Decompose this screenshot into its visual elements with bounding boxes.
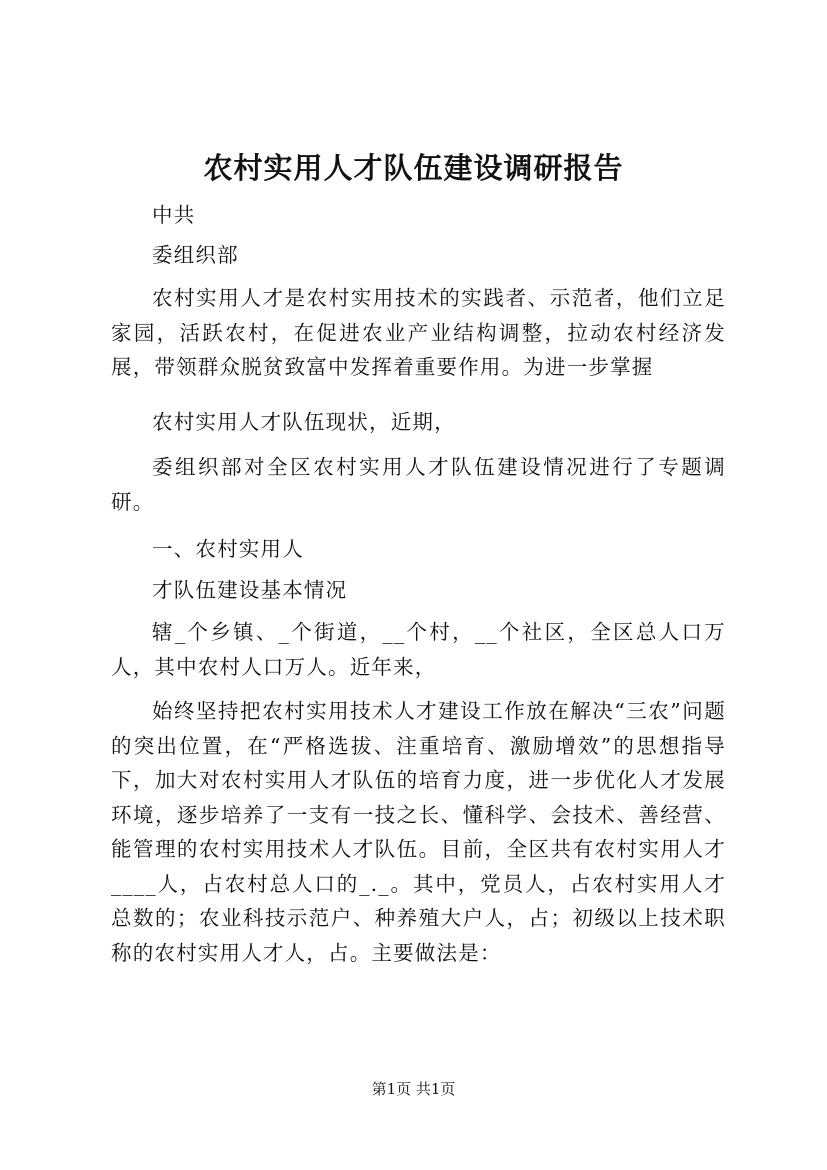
paragraph-9: 始终坚持把农村实用技术人才建设工作放在解决“三农”问题的突出位置，在“严格选拔、注重培育、激励增效”的思想指导下，加大对农村实用人才队伍的培育力度，进一步优化人才发展环境，逐步培养了一支有一技之长、懂科学、会技术、善经营、能管理的农村实用技术人才队伍。目前，全区共有农村实用人才____人，占农村总人口的_._。其中，党员人，占农村实用人才总数的；农业科技示范户、种养殖大户人，占；初级以上技术职称的农村实用人才人，占。主要做法是： xyxy=(111,699,726,965)
paragraph-1: 中共 xyxy=(152,203,196,227)
paragraph-6: 一、农村实用人 xyxy=(152,537,304,561)
page-footer: 第1页 共1页 xyxy=(371,1080,456,1098)
paragraph-8: 辖_个乡镇、_个街道，__个村，__个社区，全区总人口万人，其中农村人口万人。近年来， xyxy=(111,620,726,679)
paragraph-2: 委组织部 xyxy=(152,243,239,267)
paragraph-3: 农村实用人才是农村实用技术的实践者、示范者，他们立足家园，活跃农村，在促进农业产业结构调整，拉动农村经济发展，带领群众脱贫致富中发挥着重要作用。为进一步掌握 xyxy=(111,286,726,379)
paragraph-7: 才队伍建设基本情况 xyxy=(152,578,348,602)
paragraph-4: 农村实用人才队伍现状，近期， xyxy=(152,410,456,434)
document-title: 农村实用人才队伍建设调研报告 xyxy=(203,151,624,185)
paragraph-5: 委组织部对全区农村实用人才队伍建设情况进行了专题调研。 xyxy=(111,455,726,514)
